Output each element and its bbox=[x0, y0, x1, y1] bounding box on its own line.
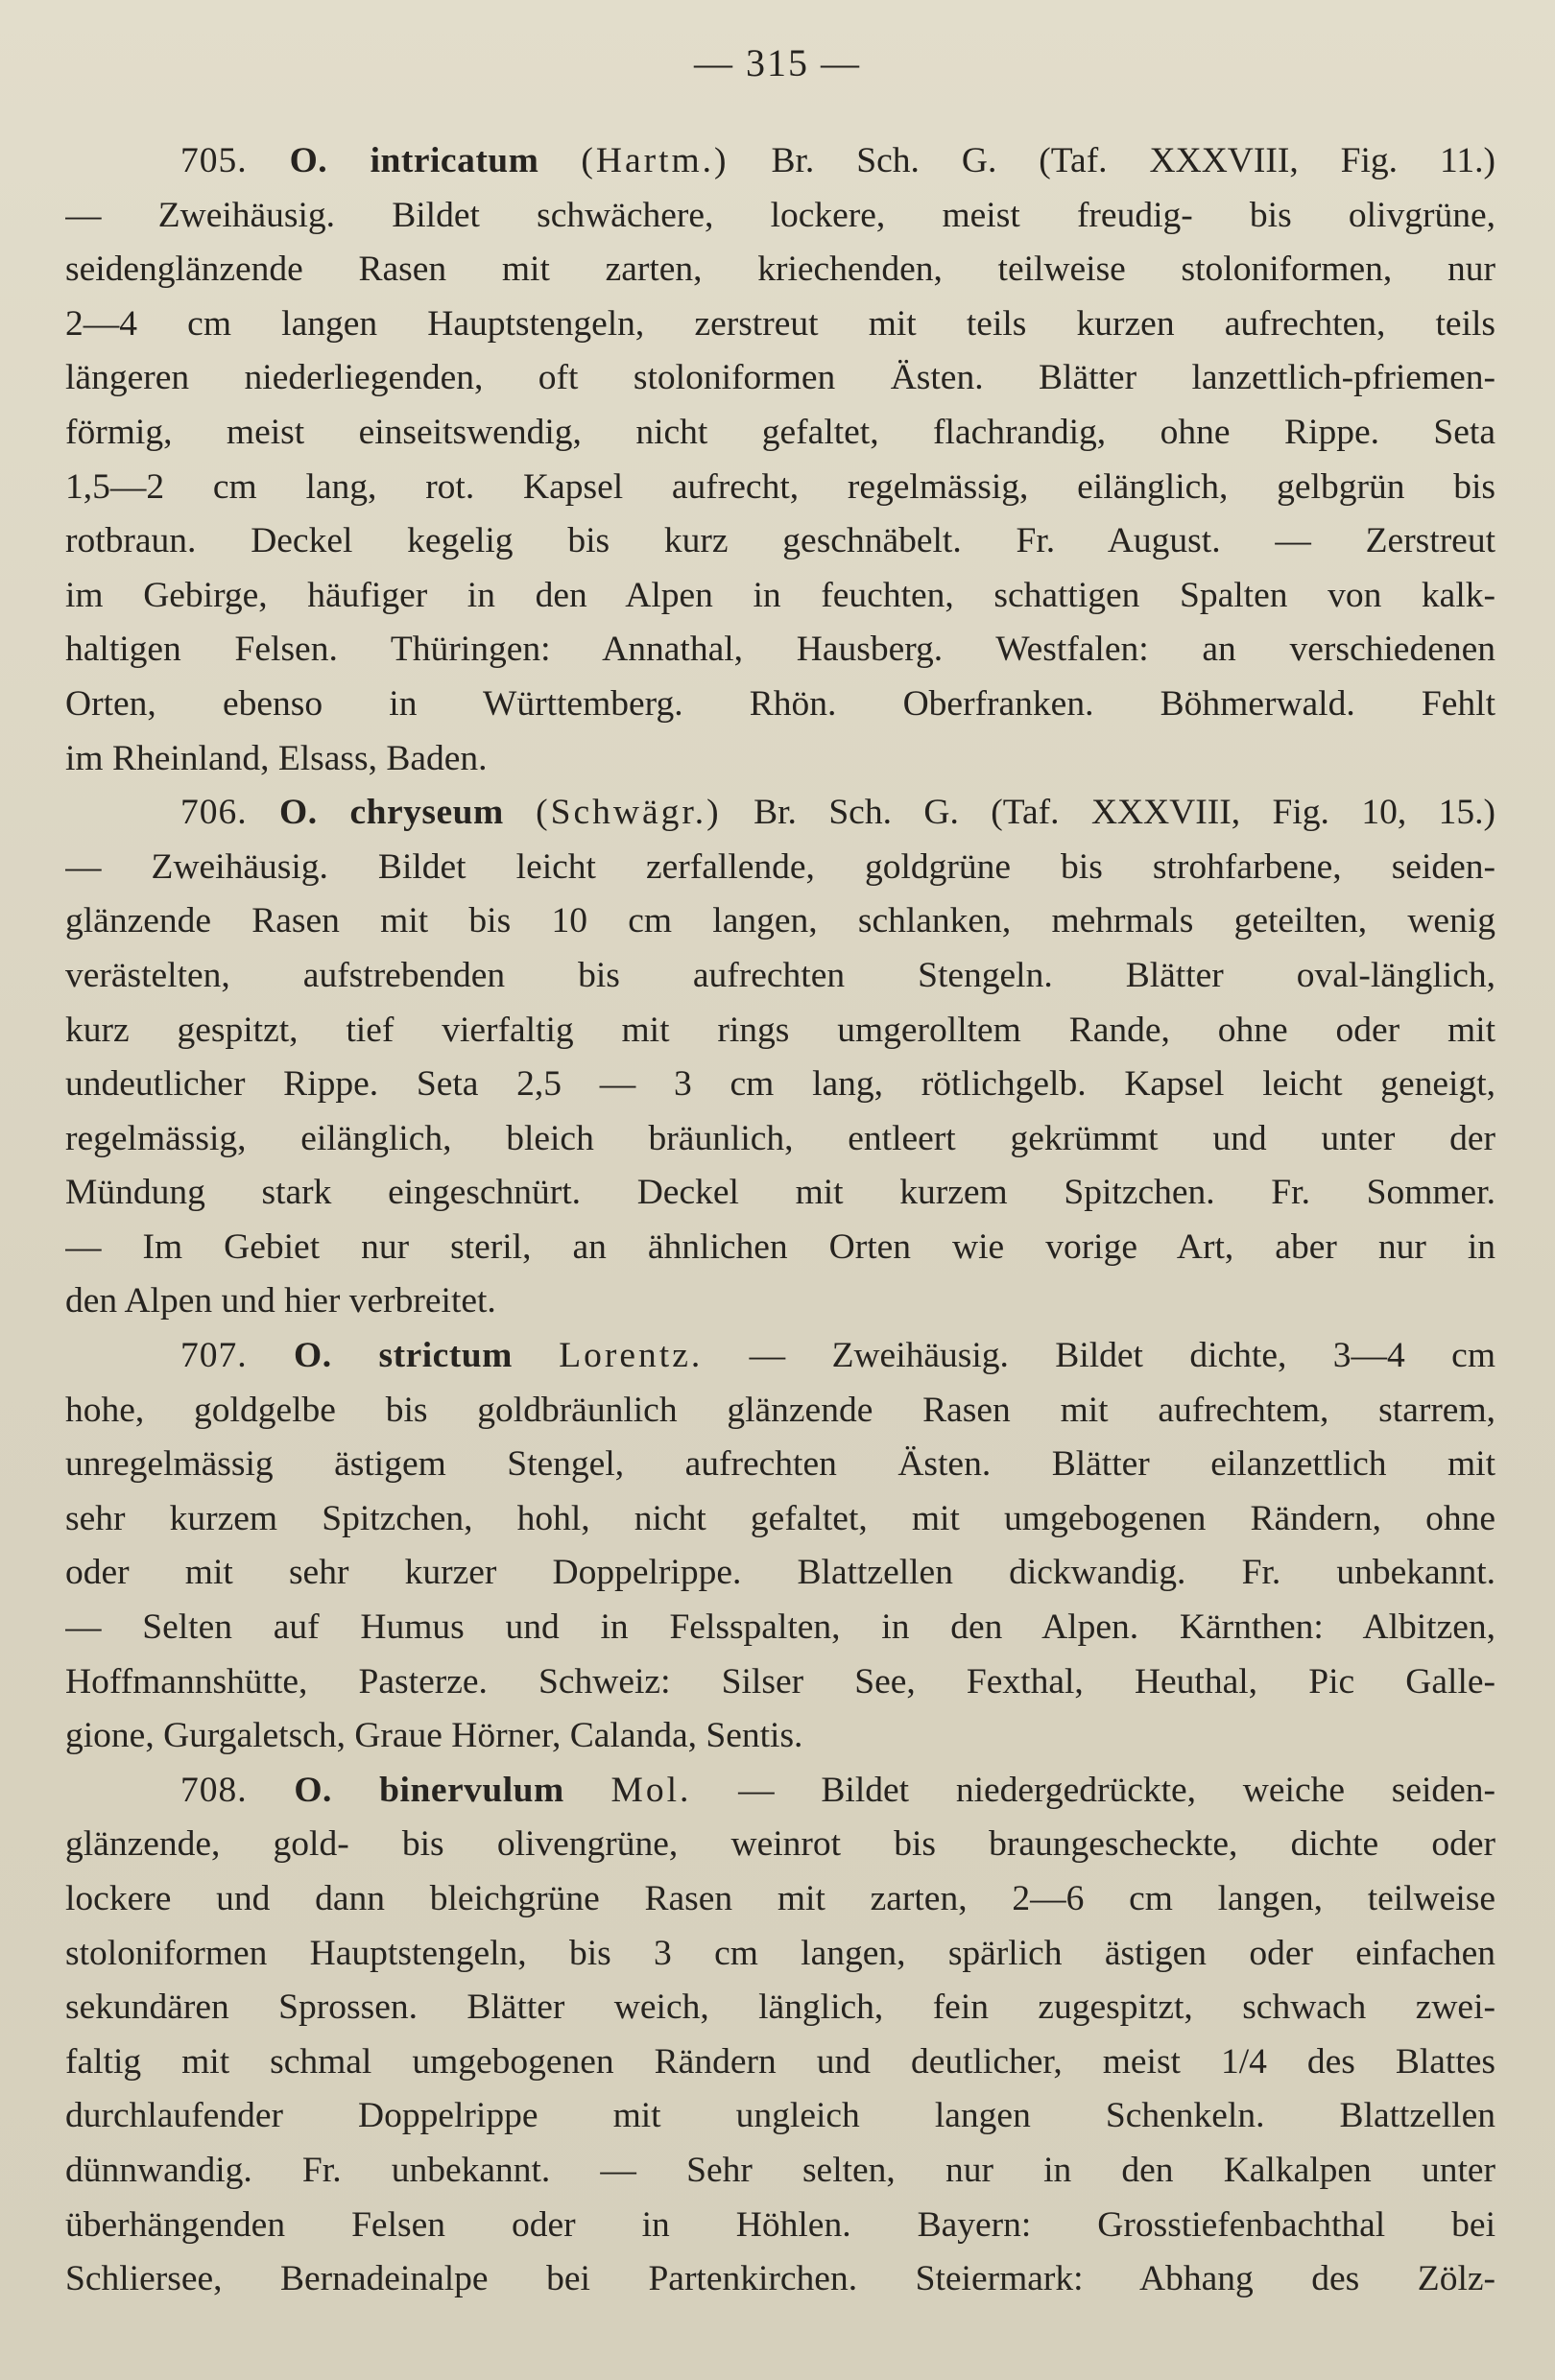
text-body bbox=[65, 134, 1495, 2307]
text-line: — Zweihäusig. Bildet schwächere, lockere, meist freudig- bis olivgrüne, bbox=[65, 195, 1495, 235]
entry-heading-rest: — Bildet niedergedrückte, weiche seiden- bbox=[738, 1770, 1495, 1810]
text-line: regelmässig, eilänglich, bleich bräunlich, entleert gekrümmt und unter der bbox=[65, 1118, 1495, 1158]
text-line: glänzende, gold- bis olivengrüne, weinrot bis braungescheckte, dichte oder bbox=[65, 1824, 1495, 1865]
species-entry-705 bbox=[65, 134, 1495, 786]
text-line: — Im Gebiet nur steril, an ähnlichen Orten wie vorige Art, aber nur in bbox=[65, 1226, 1495, 1267]
entry-number: 706. bbox=[180, 793, 248, 833]
text-line: Mündung stark eingeschnürt. Deckel mit kurzem Spitzchen. Fr. Sommer. bbox=[65, 1173, 1495, 1213]
text-line: förmig, meist einseitswendig, nicht gefaltet, flachrandig, ohne Rippe. Seta bbox=[65, 412, 1495, 452]
text-line: Orten, ebenso in Württemberg. Rhön. Oberfranken. Böhmerwald. Fehlt bbox=[65, 683, 1495, 724]
text-line: lockere und dann bleichgrüne Rasen mit zarten, 2—6 cm langen, teilweise bbox=[65, 1879, 1495, 1918]
species-name: O. chryseum bbox=[279, 793, 504, 833]
text-line: hohe, goldgelbe bis goldbräunlich glänzende Rasen mit aufrechtem, starrem, bbox=[65, 1390, 1495, 1430]
species-author: Mol. bbox=[610, 1770, 692, 1810]
species-author: Lorentz. bbox=[559, 1336, 704, 1376]
entry-number: 705. bbox=[180, 141, 248, 180]
species-name: O. strictum bbox=[294, 1336, 513, 1376]
text-line: verästelten, aufstrebenden bis aufrechten Stengeln. Blätter oval-länglich, bbox=[65, 955, 1495, 995]
text-line: sehr kurzem Spitzchen, hohl, nicht gefaltet, mit umgebogenen Rändern, ohne bbox=[65, 1498, 1495, 1538]
entry-heading-line bbox=[65, 134, 1495, 189]
entry-heading-rest: Br. Sch. G. (Taf. XXXVIII, Fig. 10, 15.) bbox=[754, 793, 1495, 833]
text-line: gione, Gurgaletsch, Graue Hörner, Calanda, Sentis. bbox=[65, 1716, 803, 1756]
text-line: — Selten auf Humus und in Felsspalten, in den Alpen. Kärnthen: Albitzen, bbox=[65, 1607, 1495, 1648]
text-line: Hoffmannshütte, Pasterze. Schweiz: Silser See, Fexthal, Heuthal, Pic Galle- bbox=[65, 1661, 1495, 1702]
text-line: längeren niederliegenden, oft stoloniformen Ästen. Blätter lanzettlich-pfriemen- bbox=[65, 358, 1495, 398]
text-line: im Gebirge, häufiger in den Alpen in feuchten, schattigen Spalten von kalk- bbox=[65, 575, 1495, 615]
text-line: — Zweihäusig. Bildet leicht zerfallende, goldgrüne bis strohfarbene, seiden- bbox=[65, 846, 1495, 887]
entry-heading-rest: Br. Sch. G. (Taf. XXXVIII, Fig. 11.) bbox=[771, 141, 1495, 180]
text-line: faltig mit schmal umgebogenen Rändern und deutlicher, meist 1/4 des Blattes bbox=[65, 2041, 1495, 2082]
species-name: O. intricatum bbox=[289, 141, 539, 180]
page-number: — 315 — bbox=[694, 41, 861, 84]
species-name: O. binervulum bbox=[294, 1770, 564, 1810]
text-line: seidenglänzende Rasen mit zarten, kriechenden, teilweise stoloniformen, nur bbox=[65, 250, 1495, 290]
text-line: den Alpen und hier verbreitet. bbox=[65, 1281, 496, 1321]
text-line: unregelmässig ästigem Stengel, aufrechten Ästen. Blätter eilanzettlich mit bbox=[65, 1444, 1495, 1485]
entry-number: 708. bbox=[180, 1770, 248, 1810]
text-line: dünnwandig. Fr. unbekannt. — Sehr selten, nur in den Kalkalpen unter bbox=[65, 2150, 1495, 2190]
text-line: durchlaufender Doppelrippe mit ungleich langen Schenkeln. Blattzellen bbox=[65, 2096, 1495, 2136]
species-entry-707 bbox=[65, 1329, 1495, 1764]
text-line: glänzende Rasen mit bis 10 cm langen, schlanken, mehrmals geteilten, wenig bbox=[65, 901, 1495, 941]
text-line: rotbraun. Deckel kegelig bis kurz geschnäbelt. Fr. August. — Zerstreut bbox=[65, 521, 1495, 561]
text-line: im Rheinland, Elsass, Baden. bbox=[65, 738, 488, 778]
species-entry-708 bbox=[65, 1764, 1495, 2307]
entry-heading-line bbox=[65, 1764, 1495, 1819]
entry-heading-rest: — Zweihäusig. Bildet dichte, 3—4 cm bbox=[749, 1336, 1495, 1376]
species-author: (Schwägr.) bbox=[536, 793, 722, 833]
text-line: sekundären Sprossen. Blätter weich, länglich, fein zugespitzt, schwach zwei- bbox=[65, 1987, 1495, 2028]
text-line: Schliersee, Bernadeinalpe bei Partenkirchen. Steiermark: Abhang des Zölz- bbox=[65, 2259, 1495, 2299]
text-line: 2—4 cm langen Hauptstengeln, zerstreut mit teils kurzen aufrechten, teils bbox=[65, 303, 1495, 344]
species-entry-706 bbox=[65, 786, 1495, 1329]
entry-heading-line bbox=[65, 786, 1495, 841]
entry-heading-line bbox=[65, 1329, 1495, 1384]
text-line: überhängenden Felsen oder in Höhlen. Bayern: Grosstiefenbachthal bei bbox=[65, 2204, 1495, 2245]
entry-number: 707. bbox=[180, 1336, 248, 1376]
text-line: haltigen Felsen. Thüringen: Annathal, Hausberg. Westfalen: an verschiedenen bbox=[65, 630, 1495, 670]
species-author: (Hartm.) bbox=[581, 141, 730, 180]
text-line: kurz gespitzt, tief vierfaltig mit rings umgerolltem Rande, ohne oder mit bbox=[65, 1010, 1495, 1050]
text-line: 1,5—2 cm lang, rot. Kapsel aufrecht, regelmässig, eilänglich, gelbgrün bis bbox=[65, 466, 1495, 507]
text-line: stoloniformen Hauptstengeln, bis 3 cm langen, spärlich ästigen oder einfachen bbox=[65, 1933, 1495, 1973]
text-line: oder mit sehr kurzer Doppelrippe. Blattzellen dickwandig. Fr. unbekannt. bbox=[65, 1553, 1495, 1593]
text-line: undeutlicher Rippe. Seta 2,5 — 3 cm lang, rötlichgelb. Kapsel leicht geneigt, bbox=[65, 1064, 1495, 1105]
